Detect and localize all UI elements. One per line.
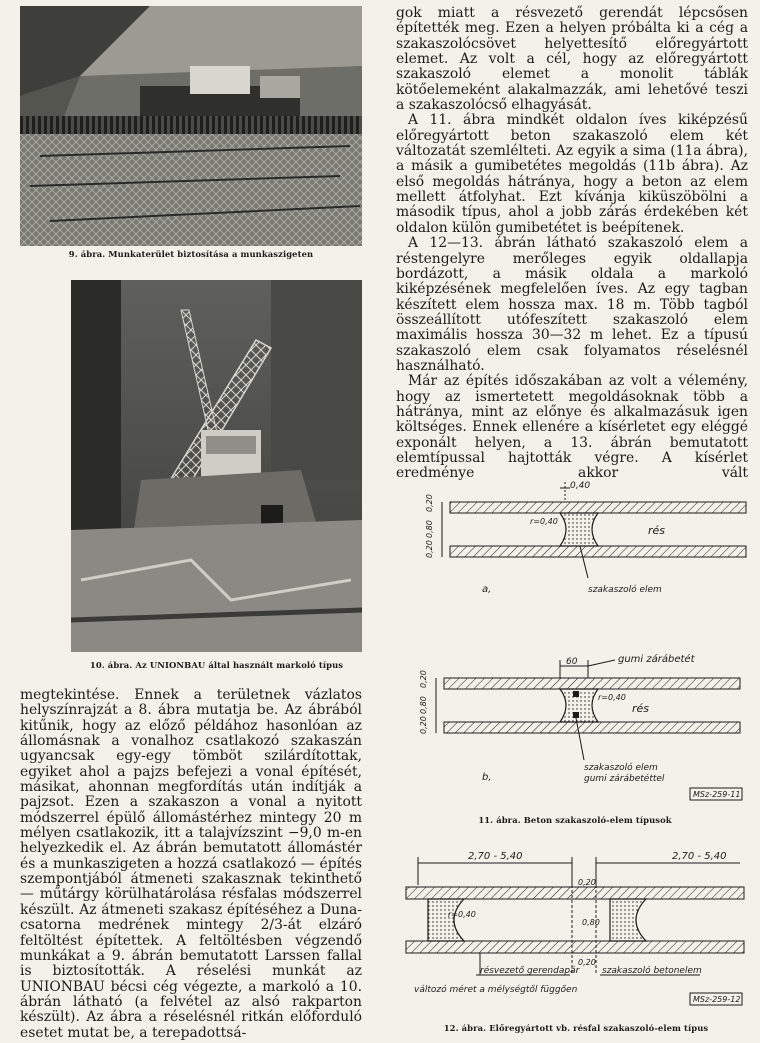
radius-label: r=0,40 xyxy=(530,517,558,526)
element-label: szakaszoló elem xyxy=(588,585,662,595)
dim-top: 0,20 xyxy=(578,878,596,887)
sub-label-b: b, xyxy=(482,772,492,783)
wall-top xyxy=(406,887,744,899)
dim-left-span: 2,70 - 5,40 xyxy=(468,851,523,862)
joint-element xyxy=(560,513,598,546)
figure-9-photo xyxy=(20,6,362,246)
element-left xyxy=(428,899,464,941)
wall-top xyxy=(450,502,746,513)
figure-10-photo xyxy=(71,280,362,652)
figure-12-diagram xyxy=(400,845,752,1020)
dim-left-2: 0,80 xyxy=(425,520,434,538)
guide-beam-label: résvezető gerendapár xyxy=(480,966,580,976)
right-column-text xyxy=(396,6,748,482)
wall-bottom xyxy=(444,722,740,733)
element-label: szakaszoló betonelem xyxy=(602,966,702,976)
dim-left-1: 0,20 xyxy=(425,494,434,512)
figure-9-caption: 9. ábra. Munkaterület biztosítása a munkaszigeten xyxy=(68,249,314,259)
left-column-text xyxy=(20,688,362,1041)
dim-left-2: 0,80 xyxy=(419,696,428,714)
variable-label: változó méret a mélységtől függően xyxy=(414,985,578,995)
paragraph: gok miatt a résvezető gerendát lépcsősen építették meg. Ezen a helyen próbálta ki a cég a szakaszolócsövet helyettesítő előregyártott elemet. Az volt a cél, hogy az előregyártott szakaszoló elemet a monolit táblák kötőelemeként alakalmazzák, ami lehetővé teszi a szakaszolócső elhagyását. xyxy=(396,5,748,114)
dim-top-label: 0,40 xyxy=(570,481,591,491)
element-label-1: szakaszoló elem xyxy=(584,763,658,773)
radius-label: r=0,40 xyxy=(598,693,626,702)
gap-label: rés xyxy=(648,524,666,537)
dim-left-3: 0,20 xyxy=(425,540,434,558)
rubber-insert-bottom xyxy=(573,712,579,718)
dim-right-span: 2,70 - 5,40 xyxy=(672,851,727,862)
figure-stamp: MSz-259-12 xyxy=(693,995,741,1004)
element-label-2: gumi zárábetéttel xyxy=(584,774,665,784)
dim-left-1: 0,20 xyxy=(419,670,428,688)
paragraph: megtekintése. Ennek a területnek vázlatos helyszínrajzát a 8. ábra mutatja be. Az ábrából kitűnik, hogy az előző példához hasonlóan az állomásnak a vonalhoz csatlakozó szakaszán ugyancsak egy-egy tömböt szilárdítottak, egyiket ahol a pajzs befejezi a vonal építését, másikat, ahonnan megfordítás után indítják a pajzsot. Ezen a szakaszon a vonal a nyitott módszerrel épülő állomástérhez mintegy 20 m mélyen csatlakozik, itt a talajvízszint −9,0 m-en helyezkedik el. Az ábrán bemutatott állomástér és a munkaszigeten a hozzá csatlakozó — építés szempontjából átmeneti szakasznak tekinthető — műtárgy körülhatárolása résfalas módszerrel készült. Az átmeneti szakasz építéséhez a Duna-csatorna medrének mintegy 2/3-át elzáró feltöltést építettek. A feltöltésben végzendő munkákat a 9. ábrán bemutatott Larssen fallal is biztosították. A réselési munkát az UNIONBAU bécsi cég végezte, a markoló a 10. ábrán látható (a felvétel az alsó rakparton készült). Az ábra a réselésnél ritkán előforduló esetet mutat be, a terepadottsá- xyxy=(20,687,362,1041)
dim-top-label: 60 xyxy=(566,657,578,667)
figure-10-caption: 10. ábra. Az UNIONBAU által használt markoló típus xyxy=(89,660,344,670)
rubber-label: gumi zárábetét xyxy=(618,654,695,665)
figure-12-caption: 12. ábra. Előregyártott vb. résfal szakaszoló-elem típus xyxy=(443,1023,709,1033)
dim-bottom: 0,20 xyxy=(578,958,596,967)
element-right xyxy=(610,899,646,941)
wall-top xyxy=(444,678,740,689)
figure-11b-diagram xyxy=(400,652,750,812)
dim-mid: 0,80 xyxy=(582,918,600,927)
figure-stamp: MSz-259-11 xyxy=(693,790,741,799)
figure-11-caption: 11. ábra. Beton szakaszoló-elem típusok xyxy=(478,815,672,825)
radius-label: r=0,40 xyxy=(448,910,476,919)
wall-bottom xyxy=(450,546,746,557)
wall-bottom xyxy=(406,941,744,953)
gap-label: rés xyxy=(632,702,650,715)
rubber-insert-top xyxy=(573,691,579,697)
sub-label-a: a, xyxy=(482,584,492,595)
paragraph: A 12—13. ábrán látható szakaszoló elem a réstengelyre merőleges egyik oldallapja bordázott, a másik oldala a markoló kiképzésének megfelelően íves. Az egy tagban készített elem hossza max. 18 m. Több tagból összeállított utófeszített szakaszoló elem maximális hossza 30—32 m lehet. Ez a típusú szakaszoló elem csak folyamatos réselésnél használható. xyxy=(396,235,748,374)
paragraph: Már az építés időszakában az volt a vélemény, hogy az ismertetett megoldásoknak több a hátránya, mint az előnye és alkalmazásuk igen költséges. Ennek ellenére a kísérletet egy eléggé exponált helyen, a 13. ábrán bemutatott elemtípussal hajtották végre. A kísérlet eredménye akkor vált xyxy=(396,373,748,482)
figure-11a-diagram xyxy=(420,474,750,604)
dim-left-3: 0,20 xyxy=(419,716,428,734)
paragraph: A 11. ábra mindkét oldalon íves kiképzésű előregyártott beton szakaszoló elem két változatát szemlélteti. Az egyik a sima (11a ábra), a másik a gumibetétes megoldás (11b ábra). Az első megoldás hátránya, hogy a beton az elem mellett átfolyhat. Ezt kívánja kiküszöbölni a második típus, ahol a jobb zárás érdekében két oldalon külön gumibetétet is beépítenek. xyxy=(396,112,748,236)
